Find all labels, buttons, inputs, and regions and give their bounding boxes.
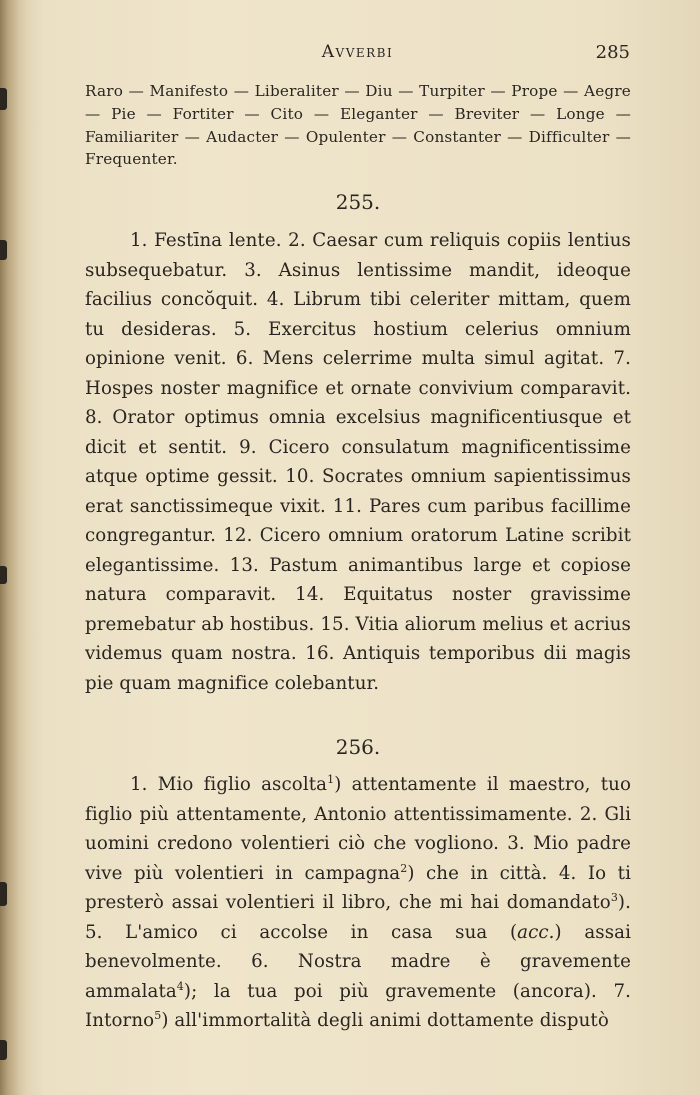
footnote-ref-5: 5	[154, 1008, 162, 1022]
text-span: ) assai benevolmente. 6. Nostra madre è gravemente ammalata	[85, 921, 631, 1002]
binding-mark	[0, 1040, 7, 1060]
section-number-256: 256.	[335, 735, 381, 759]
text-span: ); la tua poi più gravemente (ancora). 7. Intorno	[85, 980, 631, 1031]
exercise-255-text: 1. Festīna lente. 2. Caesar cum reliquis copiis lentius subsequebatur. 3. Asinus lentissime mandit, ideoque facilius concŏquit. 4. Librum tibi celeriter mittam, quem tu desideras. 5. Exercitus hostium celerius omnium opinione venit. 6. Mens celerrime multa simul agitat. 7. Hospes noster magnifice et ornate convivium comparavit. 8. Orator optimus omnia excelsius magnificentiusque et dicit et sentit. 9. Cicero consulatum magnificentissime atque optime gessit. 10. Socrates omnium sapientissimus erat sanctissimeque vixit. 11. Pares cum paribus facillime congregantur. 12. Cicero omnium oratorum Latine scribit elegantissime. 13. Pastum animantibus large et copiose natura comparavit. 14. Equitatus noster gravissime premebatur ab hostibus. 15. Vitia aliorum melius et acrius videmus quam nostra. 16. Antiquis temporibus dii magis pie quam magnifice colebantur.	[85, 230, 631, 694]
running-head: Avverbi	[321, 42, 394, 62]
page-header	[85, 42, 630, 72]
footnote-ref-2: 2	[400, 861, 408, 875]
page-number: 285	[595, 42, 630, 63]
binding-mark	[0, 88, 7, 110]
footnote-ref-1: 1	[327, 772, 335, 786]
footnote-ref-4: 4	[176, 979, 184, 993]
text-span: ) all'immortalità degli animi dottamente disputò	[161, 1010, 609, 1031]
binding-mark	[0, 882, 7, 906]
adverb-list: Raro — Manifesto — Liberaliter — Diu — Turpiter — Prope — Aegre — Pie — Fortiter — Cito — Eleganter — Breviter — Longe — Familiariter — Audacter — Opulenter — Constanter — Difficulter — Frequenter.	[85, 82, 631, 169]
text-span: ) che in città. 4. Io ti presterò assai volentieri il libro, che mi hai domandato	[85, 862, 632, 913]
page-binding-edge	[0, 0, 26, 1095]
text-span: 1. Mio figlio ascolta	[130, 774, 328, 795]
footnote-ref-3: 3	[610, 890, 618, 904]
exercise-256-text	[85, 770, 631, 1036]
text-span: ). 5. L'amico ci accolse in casa sua (	[85, 892, 631, 943]
text-span: ) attentamente il maestro, tuo figlio più attentamente, Antonio attentissimamente. 2. Gli uomini credono volentieri ciò che vogliono. 3. Mio padre vive più volentieri in campagna	[85, 774, 631, 884]
accusative-abbreviation: acc.	[517, 921, 555, 943]
binding-mark	[0, 240, 7, 260]
binding-mark	[0, 566, 7, 584]
section-number-255: 255.	[335, 190, 381, 214]
